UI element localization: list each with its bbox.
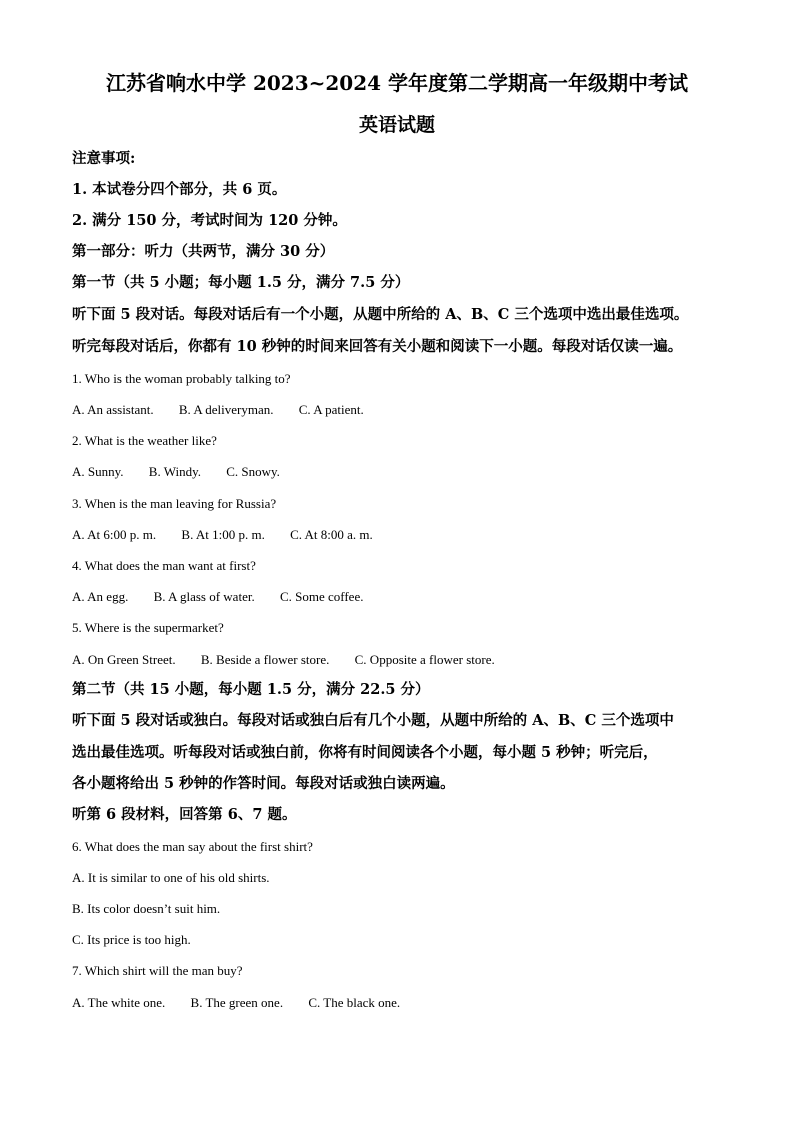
option-a: A. Sunny. xyxy=(72,464,124,479)
section1-heading: 第一节（共 5 小题；每小题 1.5 分，满分 7.5 分） xyxy=(72,274,410,291)
question-7-options xyxy=(72,996,400,1009)
section2-instruction: 听下面 5 段对话或独白。每段对话或独白后有几个小题，从题中所给的 A、B、C 三个选项中 xyxy=(72,712,674,729)
material-6-heading: 听第 6 段材料，回答第 6、7 题。 xyxy=(72,806,297,823)
option-b: B. A deliveryman. xyxy=(178,402,274,417)
option-a: A. An assistant. xyxy=(72,402,154,417)
option-c: C. Snowy. xyxy=(226,464,280,479)
part1-heading: 第一部分：听力（共两节，满分 30 分） xyxy=(72,243,335,260)
section2-instruction: 选出最佳选项。听每段对话或独白前，你将有时间阅读各个小题，每小题 5 秒钟；听完后， xyxy=(72,744,658,761)
section1-instruction: 听完每段对话后，你都有 10 秒钟的时间来回答有关小题和阅读下一小题。每段对话仅读一遍。 xyxy=(72,338,683,355)
question-3-options xyxy=(72,528,373,541)
question-5-options xyxy=(72,653,495,666)
option-b: B. Beside a flower store. xyxy=(200,652,330,667)
option-b: B. A glass of water. xyxy=(153,589,255,604)
option-b: B. The green one. xyxy=(190,995,284,1010)
option-b: B. At 1:00 p. m. xyxy=(181,527,265,542)
question-3-stem: 3. When is the man leaving for Russia? xyxy=(72,496,277,511)
option-c: C. Opposite a flower store. xyxy=(354,652,495,667)
question-4-options xyxy=(72,590,363,603)
option-b: B. Its color doesn’t suit him. xyxy=(72,901,221,916)
notes-item: 1. 本试卷分四个部分，共 6 页。 xyxy=(72,181,287,198)
section2-instruction: 各小题将给出 5 秒钟的作答时间。每段对话或独白读两遍。 xyxy=(72,775,455,792)
question-2-options xyxy=(72,465,280,478)
option-a: A. On Green Street. xyxy=(72,652,176,667)
question-2-stem: 2. What is the weather like? xyxy=(72,433,217,448)
question-5-stem: 5. Where is the supermarket? xyxy=(72,620,224,635)
option-a: A. It is similar to one of his old shirts. xyxy=(72,870,270,885)
notes-item: 2. 满分 150 分，考试时间为 120 分钟。 xyxy=(72,212,347,229)
question-6-stem: 6. What does the man say about the first shirt? xyxy=(72,839,313,854)
question-1-options xyxy=(72,403,364,416)
option-b: B. Windy. xyxy=(148,464,201,479)
question-7-stem: 7. Which shirt will the man buy? xyxy=(72,963,243,978)
option-a: A. At 6:00 p. m. xyxy=(72,527,157,542)
option-c: C. Its price is too high. xyxy=(72,932,191,947)
option-c: C. The black one. xyxy=(308,995,401,1010)
notes-heading: 注意事项: xyxy=(72,150,136,167)
option-c: C. At 8:00 a. m. xyxy=(290,527,373,542)
option-a: A. An egg. xyxy=(72,589,129,604)
section1-instruction: 听下面 5 段对话。每段对话后有一个小题，从题中所给的 A、B、C 三个选项中选出最佳选项。 xyxy=(72,306,689,323)
option-c: C. A patient. xyxy=(298,402,364,417)
option-c: C. Some coffee. xyxy=(279,589,364,604)
question-4-stem: 4. What does the man want at first? xyxy=(72,558,256,573)
page-title: 江苏省响水中学 2023~2024 学年度第二学期高一年级期中考试 xyxy=(105,71,688,95)
question-1-stem: 1. Who is the woman probably talking to? xyxy=(72,371,291,386)
page-subtitle: 英语试题 xyxy=(358,114,435,136)
section2-heading: 第二节（共 15 小题，每小题 1.5 分，满分 22.5 分） xyxy=(72,681,430,698)
option-a: A. The white one. xyxy=(72,995,166,1010)
